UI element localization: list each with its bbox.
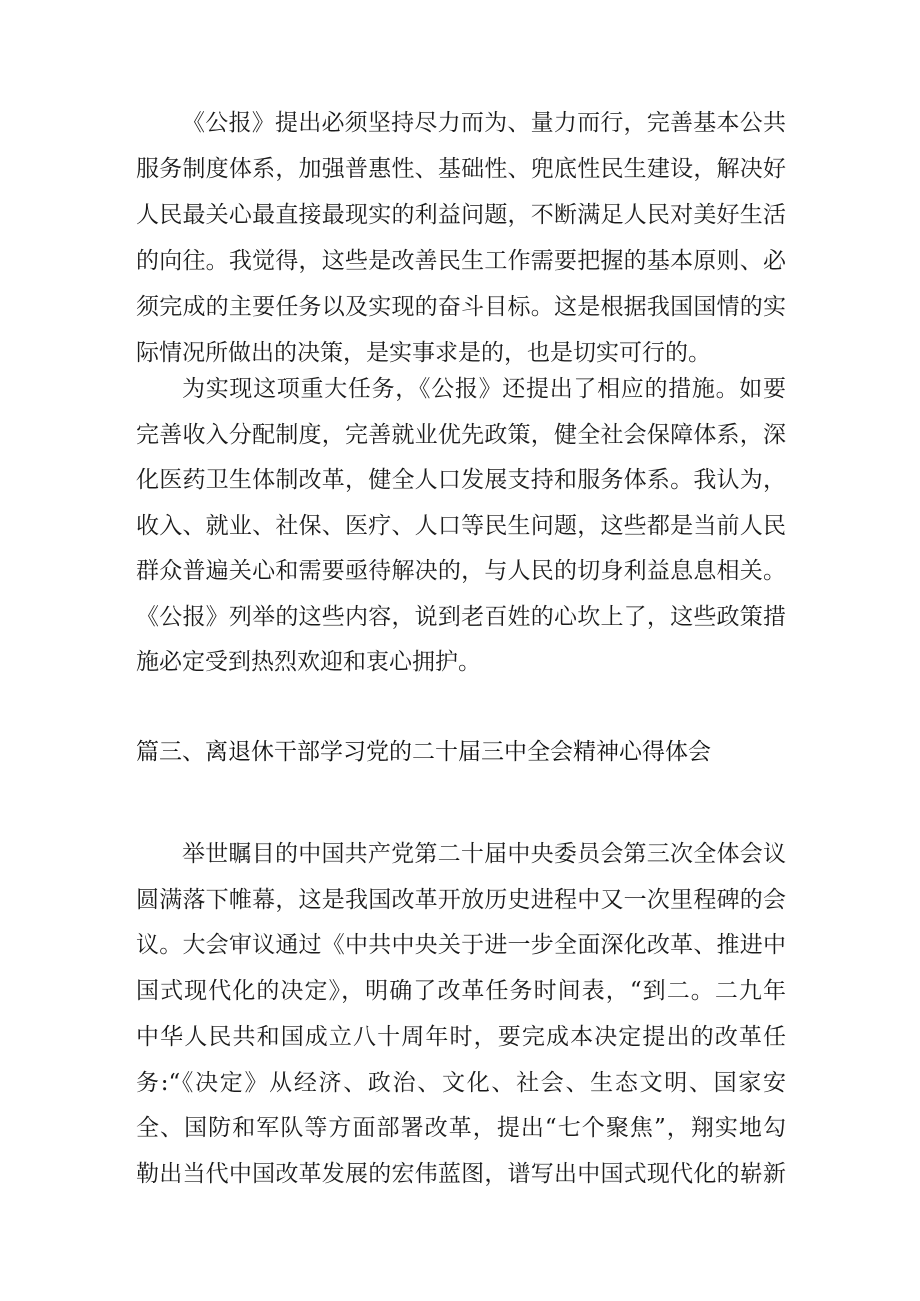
paragraph-2-line-4: 收入、就业、社保、医疗、人口等民生问题，这些都是当前人民 [136, 512, 786, 539]
paragraph-3-line-7: 全、国防和军队等方面部署改革，提出“七个聚焦”，翔实地勾 [136, 1115, 786, 1142]
paragraph-1-line-2: 服务制度体系，加强普惠性、基础性、兜底性民生建设，解决好 [136, 156, 786, 182]
paragraph-2-line-5: 群众普遍关心和需要亟待解决的，与人民的切身利益息息相关。 [136, 558, 786, 584]
paragraph-2-line-2: 完善收入分配制度，完善就业优先政策，健全社会保障体系，深 [136, 421, 786, 448]
paragraph-1-line-6: 际情况所做出的决策，是实事求是的，也是切实可行的。 [136, 340, 711, 366]
paragraph-3-line-5: 中华人民共和国成立八十周年时，要完成本决定提出的改革任 [136, 1023, 786, 1050]
paragraph-1-line-3: 人民最关心最直接最现实的利益问题，不断满足人民对美好生活 [136, 202, 786, 228]
paragraph-2-line-1: 为实现这项重大任务，《公报》还提出了相应的措施。如要 [182, 376, 786, 402]
paragraph-3-line-4: 国式现代化的决定》，明确了改革任务时间表，“到二。二九年 [136, 978, 786, 1005]
paragraph-3-line-2: 圆满落下帷幕，这是我国改革开放历史进程中又一次里程碑的会 [136, 886, 786, 913]
paragraph-2-line-7: 施必定受到热烈欢迎和衷心拥护。 [136, 649, 481, 675]
paragraph-1-line-1: 《公报》提出必须坚持尽力而为、量力而行，完善基本公共 [182, 110, 786, 136]
section-title: 篇三、离退休干部学习党的二十届三中全会精神心得体会 [136, 739, 711, 765]
paragraph-1-line-5: 须完成的主要任务以及实现的奋斗目标。这是根据我国国情的实 [136, 294, 786, 320]
paragraph-2-line-3: 化医药卫生体制改革，健全人口发展支持和服务体系。我认为， [136, 467, 786, 493]
paragraph-3-line-3: 议。大会审议通过《中共中央关于进一步全面深化改革、推进中 [136, 932, 786, 959]
paragraph-3-line-6: 务:“《决定》从经济、政治、文化、社会、生态文明、国家安 [136, 1069, 786, 1096]
paragraph-1-line-4: 的向往。我觉得，这些是改善民生工作需要把握的基本原则、必 [136, 248, 786, 274]
paragraph-3-line-8: 勒出当代中国改革发展的宏伟蓝图，谱写出中国式现代化的崭新 [136, 1160, 786, 1187]
paragraph-2-line-6: 《公报》列举的这些内容，说到老百姓的心坎上了，这些政策措 [136, 603, 786, 630]
paragraph-3-line-1: 举世瞩目的中国共产党第二十届中央委员会第三次全体会议 [182, 841, 786, 867]
